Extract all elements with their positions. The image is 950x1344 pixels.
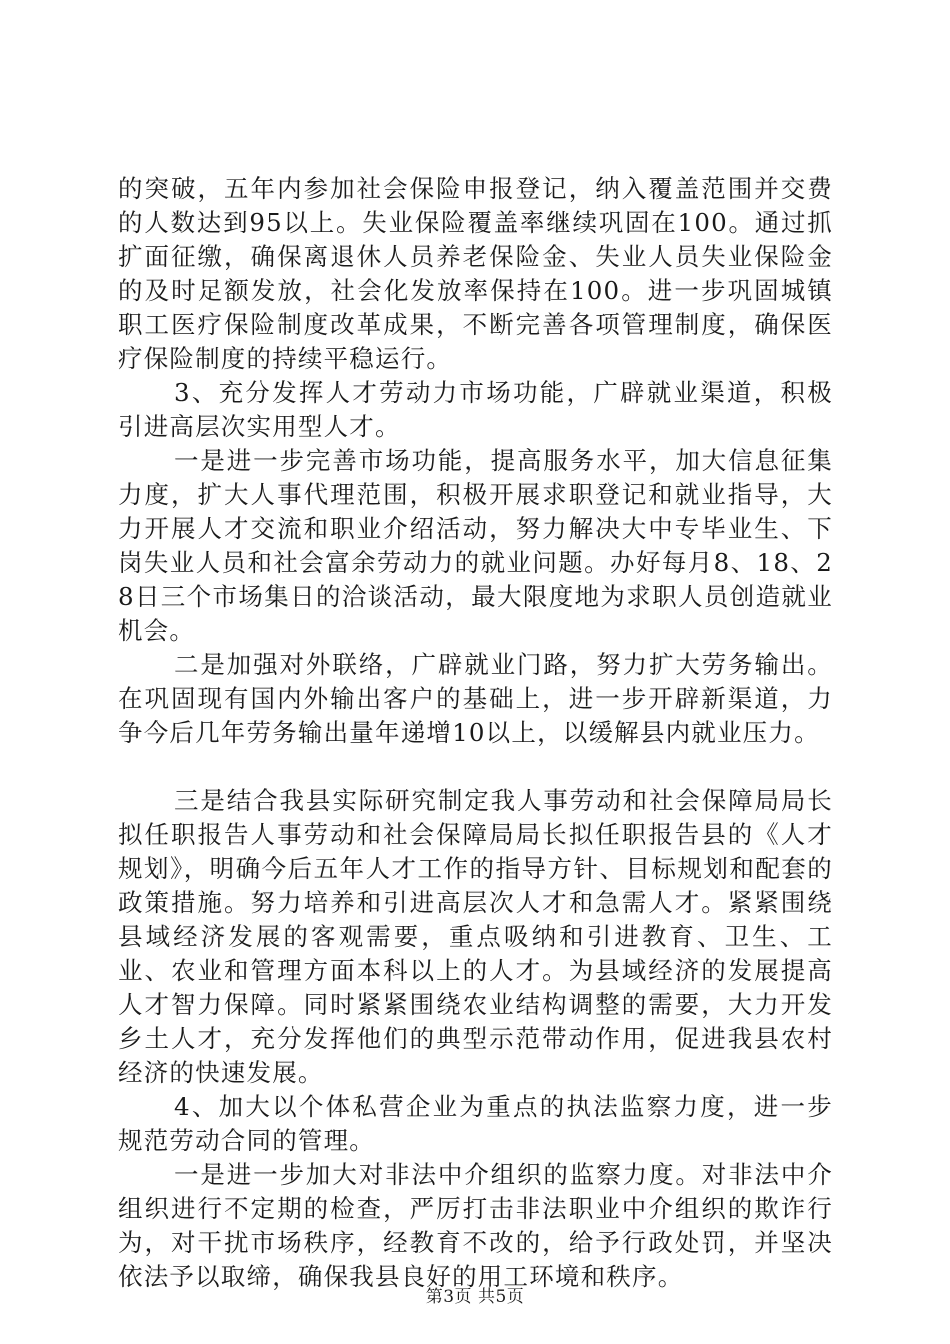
- paragraph-insurance-coverage: 的突破，五年内参加社会保险申报登记，纳入覆盖范围并交费的人数达到95以上。失业保险覆盖率继续巩固在100。通过抓扩面征缴，确保离退休人员养老保险金、失业人员失业保险金的及时足额发放，社会化发放率保持在100。进一步巩固城镇职工医疗保险制度改革成果，不断完善各项管理制度，确保医疗保险制度的持续平稳运行。: [118, 174, 833, 373]
- page-number-footer: 第3页 共5页: [425, 1287, 525, 1307]
- paragraph-market-function: 一是进一步完善市场功能，提高服务水平，加大信息征集力度，扩大人事代理范围，积极开展求职登记和就业指导，大力开展人才交流和职业介绍活动，努力解决大中专毕业生、下岗失业人员和社会富余劳动力的就业问题。办好每月8、18、28日三个市场集日的洽谈活动，最大限度地为求职人员创造就业机会。: [118, 446, 833, 645]
- section-heading-talent-market: 3、充分发挥人才劳动力市场功能，广辟就业渠道，积极引进高层次实用型人才。: [118, 378, 833, 441]
- blank-line: [118, 750, 833, 784]
- paragraph-illegal-agency: 一是进一步加大对非法中介组织的监察力度。对非法中介组织进行不定期的检查，严厉打击非法职业中介组织的欺诈行为，对干扰市场秩序，经教育不改的，给予行政处罚，并坚决依法予以取缔，确保我县良好的用工环境和秩序。: [118, 1160, 833, 1291]
- paragraph-labor-export: 二是加强对外联络，广辟就业门路，努力扩大劳务输出。在巩固现有国内外输出客户的基础上，进一步开辟新渠道，力争今后几年劳务输出量年递增10以上，以缓解县内就业压力。: [118, 650, 833, 747]
- paragraph-talent-plan: 三是结合我县实际研究制定我人事劳动和社会保障局局长拟任职报告人事劳动和社会保障局局长拟任职报告县的《人才规划》，明确今后五年人才工作的指导方针、目标规划和配套的政策措施。努力培养和引进高层次人才和急需人才。紧紧围绕县域经济发展的客观需要，重点吸纳和引进教育、卫生、工业、农业和管理方面本科以上的人才。为县域经济的发展提高人才智力保障。同时紧紧围绕农业结构调整的需要，大力开发乡土人才，充分发挥他们的典型示范带动作用，促进我县农村经济的快速发展。: [118, 786, 833, 1087]
- document-body: [118, 172, 833, 1294]
- section-heading-law-enforcement: 4、加大以个体私营企业为重点的执法监察力度，进一步规范劳动合同的管理。: [118, 1092, 833, 1155]
